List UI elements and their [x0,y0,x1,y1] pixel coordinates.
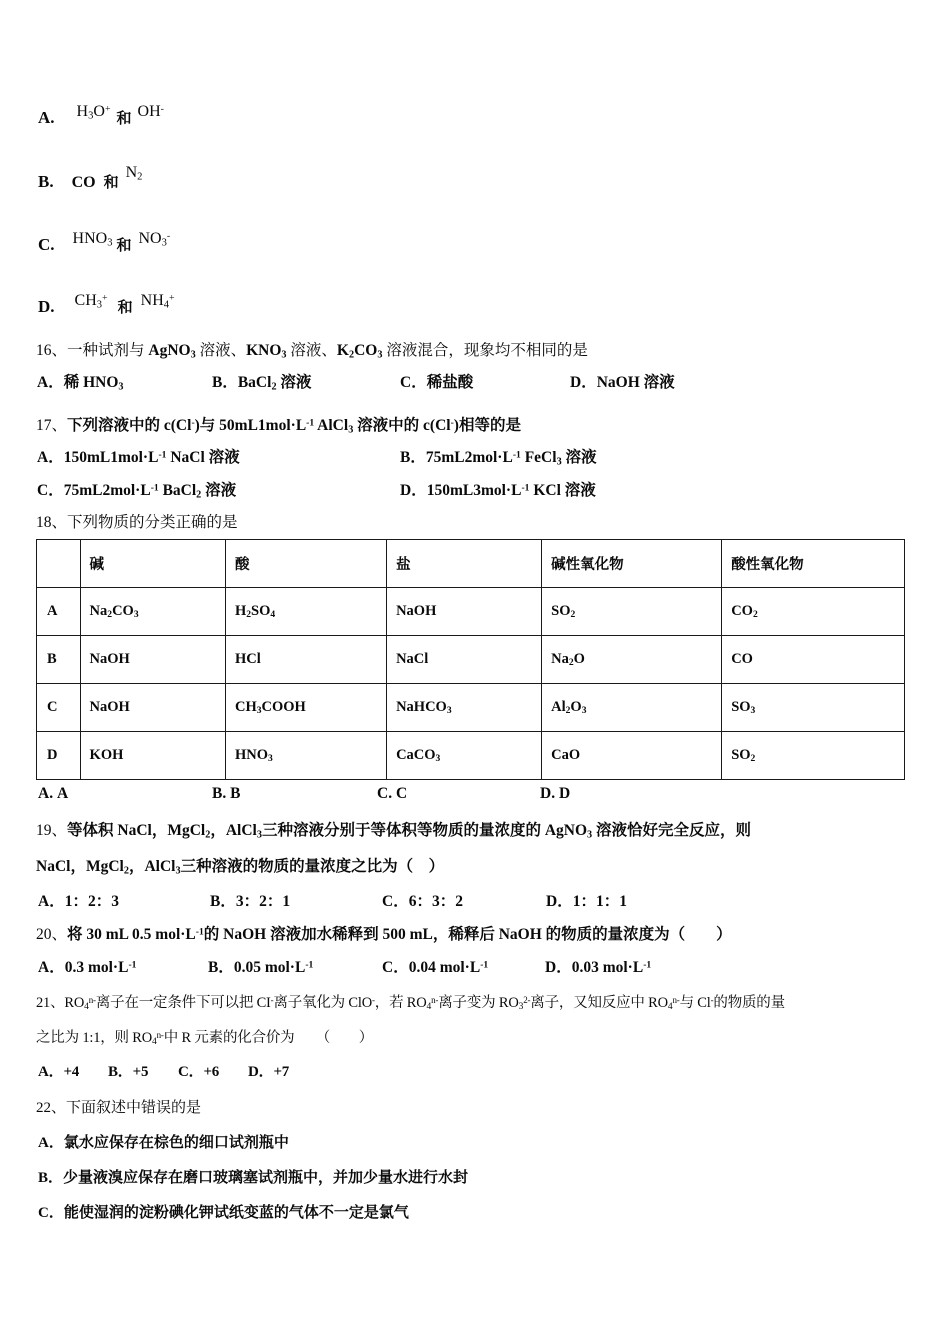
question-19-option-c[interactable] [382,889,463,911]
option-text: 1：1：1 [572,893,627,910]
option-text: $75mL2mol\cdot L^{-1}$ BaCl$_2$ 溶液 [63,482,237,501]
question-16-option-d[interactable] [570,370,675,392]
table-cell: NaOH [80,684,225,732]
option-text: +4 [63,1064,80,1080]
table-cell: CO [722,636,905,684]
table-cell: $H_2SO_4$ [225,588,386,636]
option-text: 稀盐酸 [426,374,474,391]
answer-option-c-top[interactable] [38,230,171,255]
option-letter: B． [210,893,236,910]
table-row-label: B [37,636,81,684]
option-text: B [230,785,241,802]
option-letter: B． [108,1064,133,1080]
question-20-option-a[interactable] [38,955,136,977]
question-text: $RO_4^{n-}$离子在一定条件下可以把 CI-离子氧化为 ClO-，若 $RO_4^{n-}$离子变为 $RO_3^{2-}$离子，又知反应中 $RO_4^{n-}$与 Cl-的物质的量 [64,994,785,1013]
question-21-option-c[interactable] [178,1060,219,1081]
option-letter: D． [400,482,427,499]
question-number: 22、 [36,1100,67,1116]
option-formula-right: $NO_3^-$ [138,230,171,249]
answer-option-a-top[interactable] [38,103,164,128]
question-21-option-d[interactable] [248,1060,289,1081]
option-text: D [558,785,571,802]
table-header-cell: 盐 [387,540,542,588]
option-letter: D． [570,374,597,391]
option-formula-left: $H_3O^+$ [76,103,111,122]
table-cell: NaCl [387,636,542,684]
table-row [37,732,905,780]
question-text: 一种试剂与 AgNO$_3$ 溶液、$KNO_3$ 溶液、$K_2CO_3$ 溶液混合，现象均不相同的是 [67,342,588,361]
option-letter: C． [37,482,64,499]
option-letter: C． [400,374,427,391]
option-letter: D． [546,893,573,910]
question-20-option-b[interactable] [208,955,313,977]
table-cell: $CH_3COOH$ [225,684,386,732]
option-letter: B． [400,449,426,466]
option-text: 能使湿润的淀粉碘化钾试纸变蓝的气体不一定是氯气 [63,1205,409,1221]
option-letter: A． [38,893,65,910]
question-20-stem [36,922,732,944]
option-text: 6：3：2 [408,893,463,910]
question-19-option-a[interactable] [38,889,119,911]
question-text: 下列物质的分类正确的是 [67,514,238,531]
table-cell: $Al_2O_3$ [542,684,722,732]
question-18-stem [36,510,238,532]
option-letter: A． [37,374,64,391]
option-letter: B． [208,959,234,976]
question-number: 21、 [36,995,65,1011]
question-21-stem-line-2 [36,1026,373,1047]
table-header-cell: 酸性氧化物 [722,540,905,588]
question-18-option-c[interactable] [377,785,407,803]
table-header-cell: 碱性氧化物 [542,540,722,588]
option-letter: D. [540,785,556,802]
question-21-option-a[interactable] [38,1060,79,1081]
option-conjunction: 和 [116,111,132,127]
option-text: 3：2：1 [235,893,291,910]
question-text: 下面叙述中错误的是 [66,1100,202,1116]
option-letter: C． [178,1064,204,1080]
table-cell: $Na_2CO_3$ [80,588,225,636]
question-text: 将 30 mL 0.5 $mol\cdot L^{-1}$的 NaOH 溶液加水稀释到 500 mL，稀释后 NaOH 的物质的量浓度为（ ） [67,926,732,943]
option-letter: D． [545,959,572,976]
question-17-option-a[interactable] [37,445,240,467]
question-19-option-d[interactable] [546,889,627,911]
table-row [37,588,905,636]
question-text: 之比为 1:1，则 $RO_4^{n-}$中 R 元素的化合价为 （ ） [36,1029,373,1048]
option-text: NaOH 溶液 [596,374,675,391]
question-17-option-d[interactable] [400,478,596,500]
option-text: 0.05 $mol\cdot L^{-1}$ [233,959,314,976]
question-number: 16、 [36,342,68,359]
table-header-cell [37,540,81,588]
table-cell: CaCO$_3$ [387,732,542,780]
question-number: 20、 [36,926,68,943]
option-text: 0.03 $mol\cdot L^{-1}$ [571,959,652,976]
option-text: +7 [273,1064,290,1080]
option-text: 1：2：3 [64,893,119,910]
table-cell: $Na_2O$ [542,636,722,684]
table-row-label: C [37,684,81,732]
option-text: 少量液溴应保存在磨口玻璃塞试剂瓶中，并加少量水进行水封 [63,1170,469,1186]
question-21-stem-line-1 [36,991,785,1012]
question-19-stem-line-2 [36,854,444,876]
table-cell: $HNO_3$ [225,732,386,780]
table-header-cell: 碱 [80,540,225,588]
option-letter: A. [38,108,55,127]
question-16-option-a[interactable] [37,370,124,392]
option-text: C [395,785,408,802]
option-letter: A． [37,449,64,466]
option-formula-left: $CH_3^+$ [74,292,108,311]
option-formula-left: CO [71,174,96,191]
table-cell: HCl [225,636,386,684]
table-cell: $SO_3$ [722,684,905,732]
option-text: BaCl$_2$ 溶液 [237,374,312,393]
table-row [37,684,905,732]
option-letter: C． [38,1205,64,1221]
table-header-row [37,540,905,588]
question-19-stem-line-1 [36,818,751,840]
option-letter: A． [38,1064,64,1080]
option-letter: B． [38,1170,64,1186]
option-formula-right: $NH_4^+$ [140,292,175,311]
option-text: +5 [132,1064,149,1080]
option-conjunction: 和 [116,238,132,254]
question-number: 19、 [36,822,68,839]
table-cell: $SO_2$ [722,732,905,780]
option-text: 0.3 $mol\cdot L^{-1}$ [64,959,137,976]
question-21-option-b[interactable] [108,1060,148,1081]
question-16-option-c[interactable] [400,370,473,392]
option-text: 稀 $HNO_3$ [63,374,124,393]
option-letter: C． [382,959,409,976]
option-letter: C. [38,235,55,254]
table-header-cell: 酸 [225,540,386,588]
classification-table [36,539,905,780]
table-cell: NaHCO$_3$ [387,684,542,732]
option-text: $75mL2mol\cdot L^{-1}$ FeCl$_3$ 溶液 [425,449,597,468]
table-cell: $CO_2$ [722,588,905,636]
question-19-option-b[interactable] [210,889,290,911]
option-formula-right: OH- [137,103,164,120]
question-number: 17、 [36,417,68,434]
question-20-option-c[interactable] [382,955,488,977]
question-22-stem [36,1096,201,1117]
question-text: 等体积 NaCl，MgCl$_2$，AlCl$_3$三种溶液分别于等体积等物质的量浓度的 AgNO$_3$ 溶液恰好完全反应，则 [67,822,752,841]
option-letter: C． [382,893,409,910]
question-number: 18、 [36,514,68,531]
question-18-option-a[interactable] [38,785,68,803]
option-text: A [56,785,69,802]
option-letter: A． [38,959,65,976]
option-letter: A. [38,785,54,802]
option-conjunction: 和 [117,300,133,316]
option-letter: B. [212,785,227,802]
option-formula-left: $HNO_3$ [72,230,113,249]
question-22-option-a[interactable] [38,1131,289,1152]
option-letter: D． [248,1064,274,1080]
option-letter: C. [377,785,393,802]
question-text: 下列溶液中的 c(Cl-)与 $50mL1mol\cdot L^{-1}$ AlCl$_3$ 溶液中的 c(Cl-)相等的是 [67,417,521,436]
table-row [37,636,905,684]
option-text: $150mL1mol\cdot L^{-1}$ NaCl 溶液 [63,449,240,466]
table-cell: CaO [542,732,722,780]
question-17-option-b[interactable] [400,445,597,467]
question-20-option-d[interactable] [545,955,651,977]
table-row-label: D [37,732,81,780]
option-letter: A． [38,1135,64,1151]
option-letter: D. [38,297,55,316]
option-text: $150mL3mol\cdot L^{-1}$ KCl 溶液 [426,482,596,499]
table-row-label: A [37,588,81,636]
question-16-option-b[interactable] [212,370,311,392]
question-18-option-b[interactable] [212,785,240,803]
table-cell: NaOH [80,636,225,684]
answer-option-b-top[interactable] [38,164,143,192]
option-letter: B. [38,172,54,191]
table-cell: $SO_2$ [542,588,722,636]
question-22-option-b[interactable] [38,1166,468,1187]
option-text: +6 [203,1064,220,1080]
table-cell: KOH [80,732,225,780]
question-17-option-c[interactable] [37,478,236,500]
question-17-stem [36,413,521,435]
question-22-option-c[interactable] [38,1201,409,1222]
option-text: 0.04 $mol\cdot L^{-1}$ [408,959,489,976]
table-cell: NaOH [387,588,542,636]
option-conjunction: 和 [103,175,119,191]
question-18-option-d[interactable] [540,785,570,803]
option-text: 氯水应保存在棕色的细口试剂瓶中 [63,1135,289,1151]
question-text: NaCl，MgCl$_2$，AlCl$_3$三种溶液的物质的量浓度之比为（ ） [36,858,445,877]
option-formula-right: $N_2$ [125,164,143,183]
answer-option-d-top[interactable] [38,292,175,317]
option-letter: B． [212,374,238,391]
question-16-stem [36,338,588,360]
